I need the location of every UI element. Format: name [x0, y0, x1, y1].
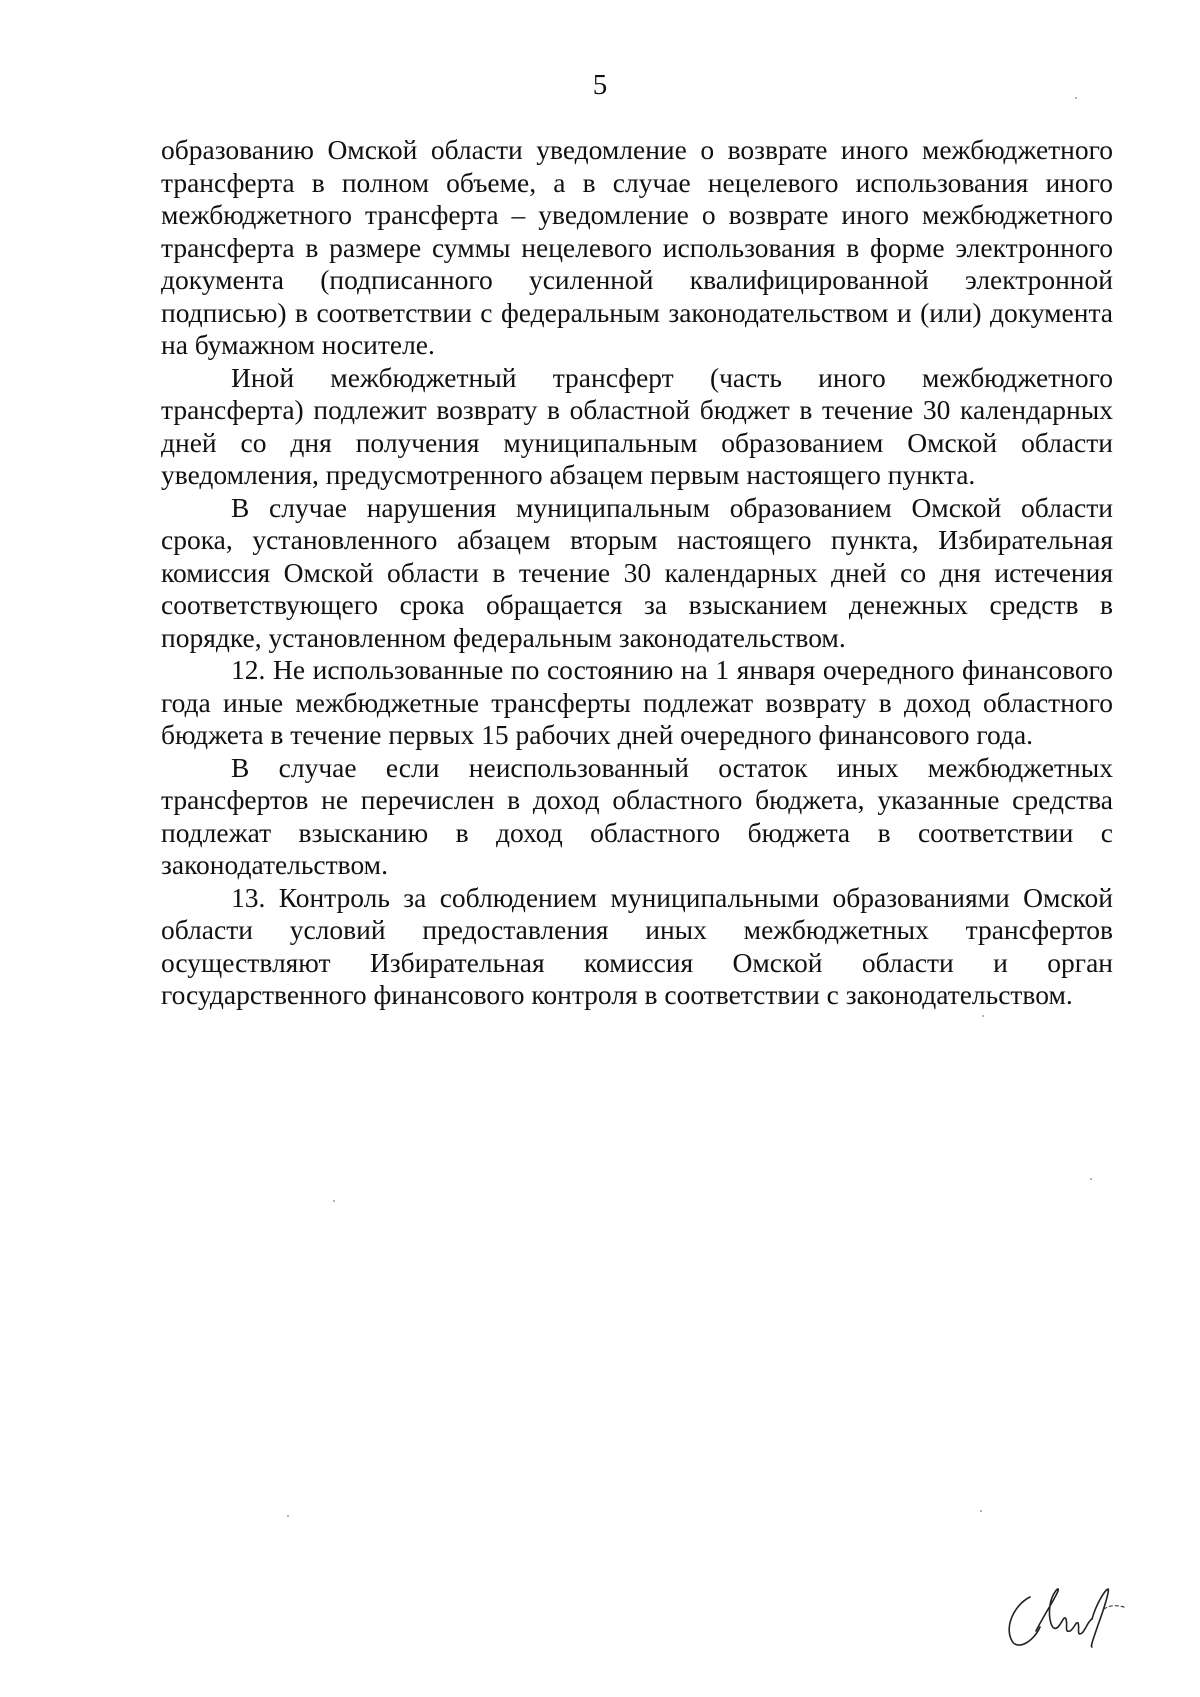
paragraph-item-13-control: 13. Контроль за соблюдением муниципальными образованиями Омской области условий предоставления иных межбюджетных трансфертов осуществляют Избирательная комиссия Омской области и орган государственного финансового контроля в соответствии с законодательством. — [161, 881, 1113, 1010]
paragraph-notification-continuation: образованию Омской области уведомление о возврате иного межбюджетного трансферта в полном объеме, а в случае нецелевого использования иного межбюджетного трансферта – уведомление о возврате иного межбюджетного трансферта в размере суммы нецелевого использования в форме электронного документа (подписанного усиленной квалифицированной электронной подписью) в соответствии с федеральным законодательством и (или) документа на бумажном носителе. — [161, 134, 1113, 360]
paragraph-item-12-unused-transfers: 12. Не использованные по состоянию на 1 января очередного финансового года иные межбюджетные трансферты подлежат возврату в доход областного бюджета в течение первых 15 рабочих дней очередного финансового года. — [161, 654, 1113, 750]
handwritten-signature-icon — [1000, 1575, 1130, 1655]
document-body — [161, 134, 1113, 1012]
page-number: 5 — [592, 69, 608, 101]
scan-speck — [287, 1515, 289, 1517]
paragraph-return-term: Иной межбюджетный трансферт (часть иного межбюджетного трансферта) подлежит возврату в областной бюджет в течение 30 календарных дней со дня получения муниципальным образованием Омской области уведомления, предусмотренного абзацем первым настоящего пункта. — [161, 361, 1113, 490]
scan-speck — [333, 1200, 335, 1202]
scan-speck — [982, 1015, 984, 1017]
scan-speck — [980, 1510, 982, 1512]
scan-speck — [1090, 1178, 1092, 1180]
paragraph-unused-balance-recovery: В случае если неиспользованный остаток иных межбюджетных трансфертов не перечислен в доход областного бюджета, указанные средства подлежат взысканию в доход областного бюджета в соответствии с законодательством. — [161, 751, 1113, 880]
scan-speck — [1075, 97, 1077, 99]
paragraph-violation-recovery: В случае нарушения муниципальным образованием Омской области срока, установленного абзацем вторым настоящего пункта, Избирательная комиссия Омской области в течение 30 календарных дней со дня истечения соответствующего срока обращается за взысканием денежных средств в порядке, установленном федеральным законодательством. — [161, 491, 1113, 653]
